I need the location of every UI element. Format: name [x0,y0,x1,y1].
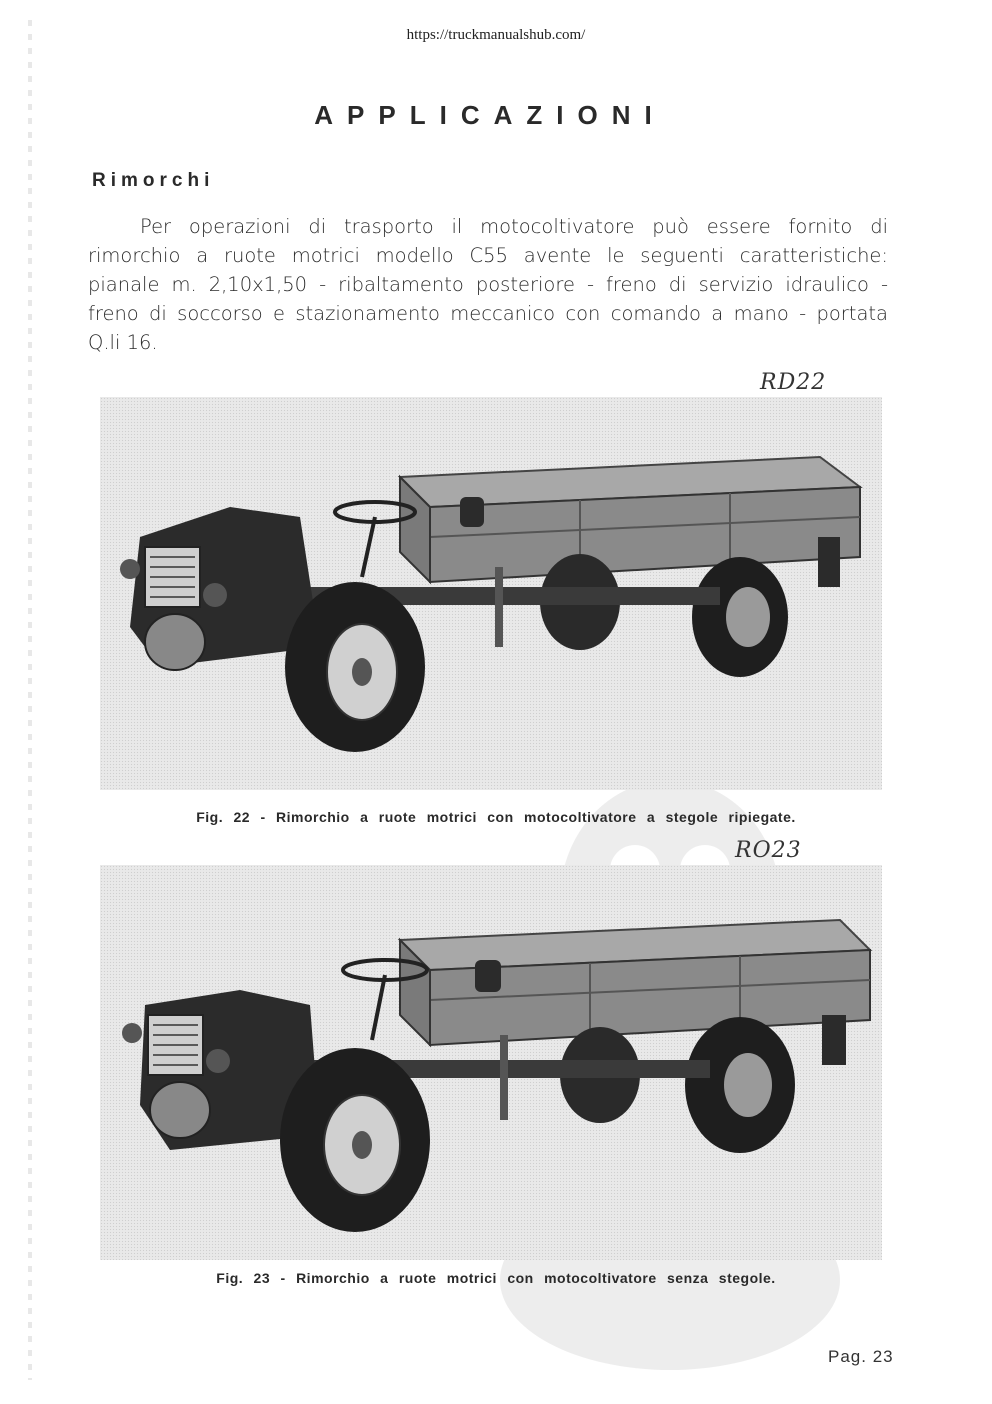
paragraph-line: Per operazioni di trasporto il motocoltivatore può essere fornito di [140,215,888,238]
page-number: Pag. 23 [828,1347,894,1366]
paragraph-line: rimorchio a ruote motrici modello C55 avente le seguenti caratteristiche: [88,244,888,267]
section-title: Rimorchi [92,170,215,191]
binding-margin [28,20,32,1380]
body-paragraph [88,212,888,357]
page-title: APPLICAZIONI [314,100,666,130]
figure-22-photo [100,397,882,790]
figure-22-caption: Fig. 22 - Rimorchio a ruote motrici con motocoltivatore a stegole ripiegate. [196,809,796,825]
source-url[interactable]: https://truckmanualshub.com/ [406,27,586,43]
figure-23-photo [100,865,882,1260]
paragraph-line: Q.li 16. [88,331,158,354]
paragraph-line: freno di soccorso e stazionamento meccanico con comando a mano - portata [88,302,888,325]
handwritten-reference: RD22 [760,370,827,395]
figure-23-caption: Fig. 23 - Rimorchio a ruote motrici con motocoltivatore senza stegole. [216,1270,776,1286]
tractor-with-trailer-illustration [100,865,882,1260]
tractor-with-trailer-illustration [100,397,882,790]
paragraph-line: pianale m. 2,10x1,50 - ribaltamento posteriore - freno di servizio idraulico - [88,273,888,296]
handwritten-reference: RO23 [735,838,802,863]
